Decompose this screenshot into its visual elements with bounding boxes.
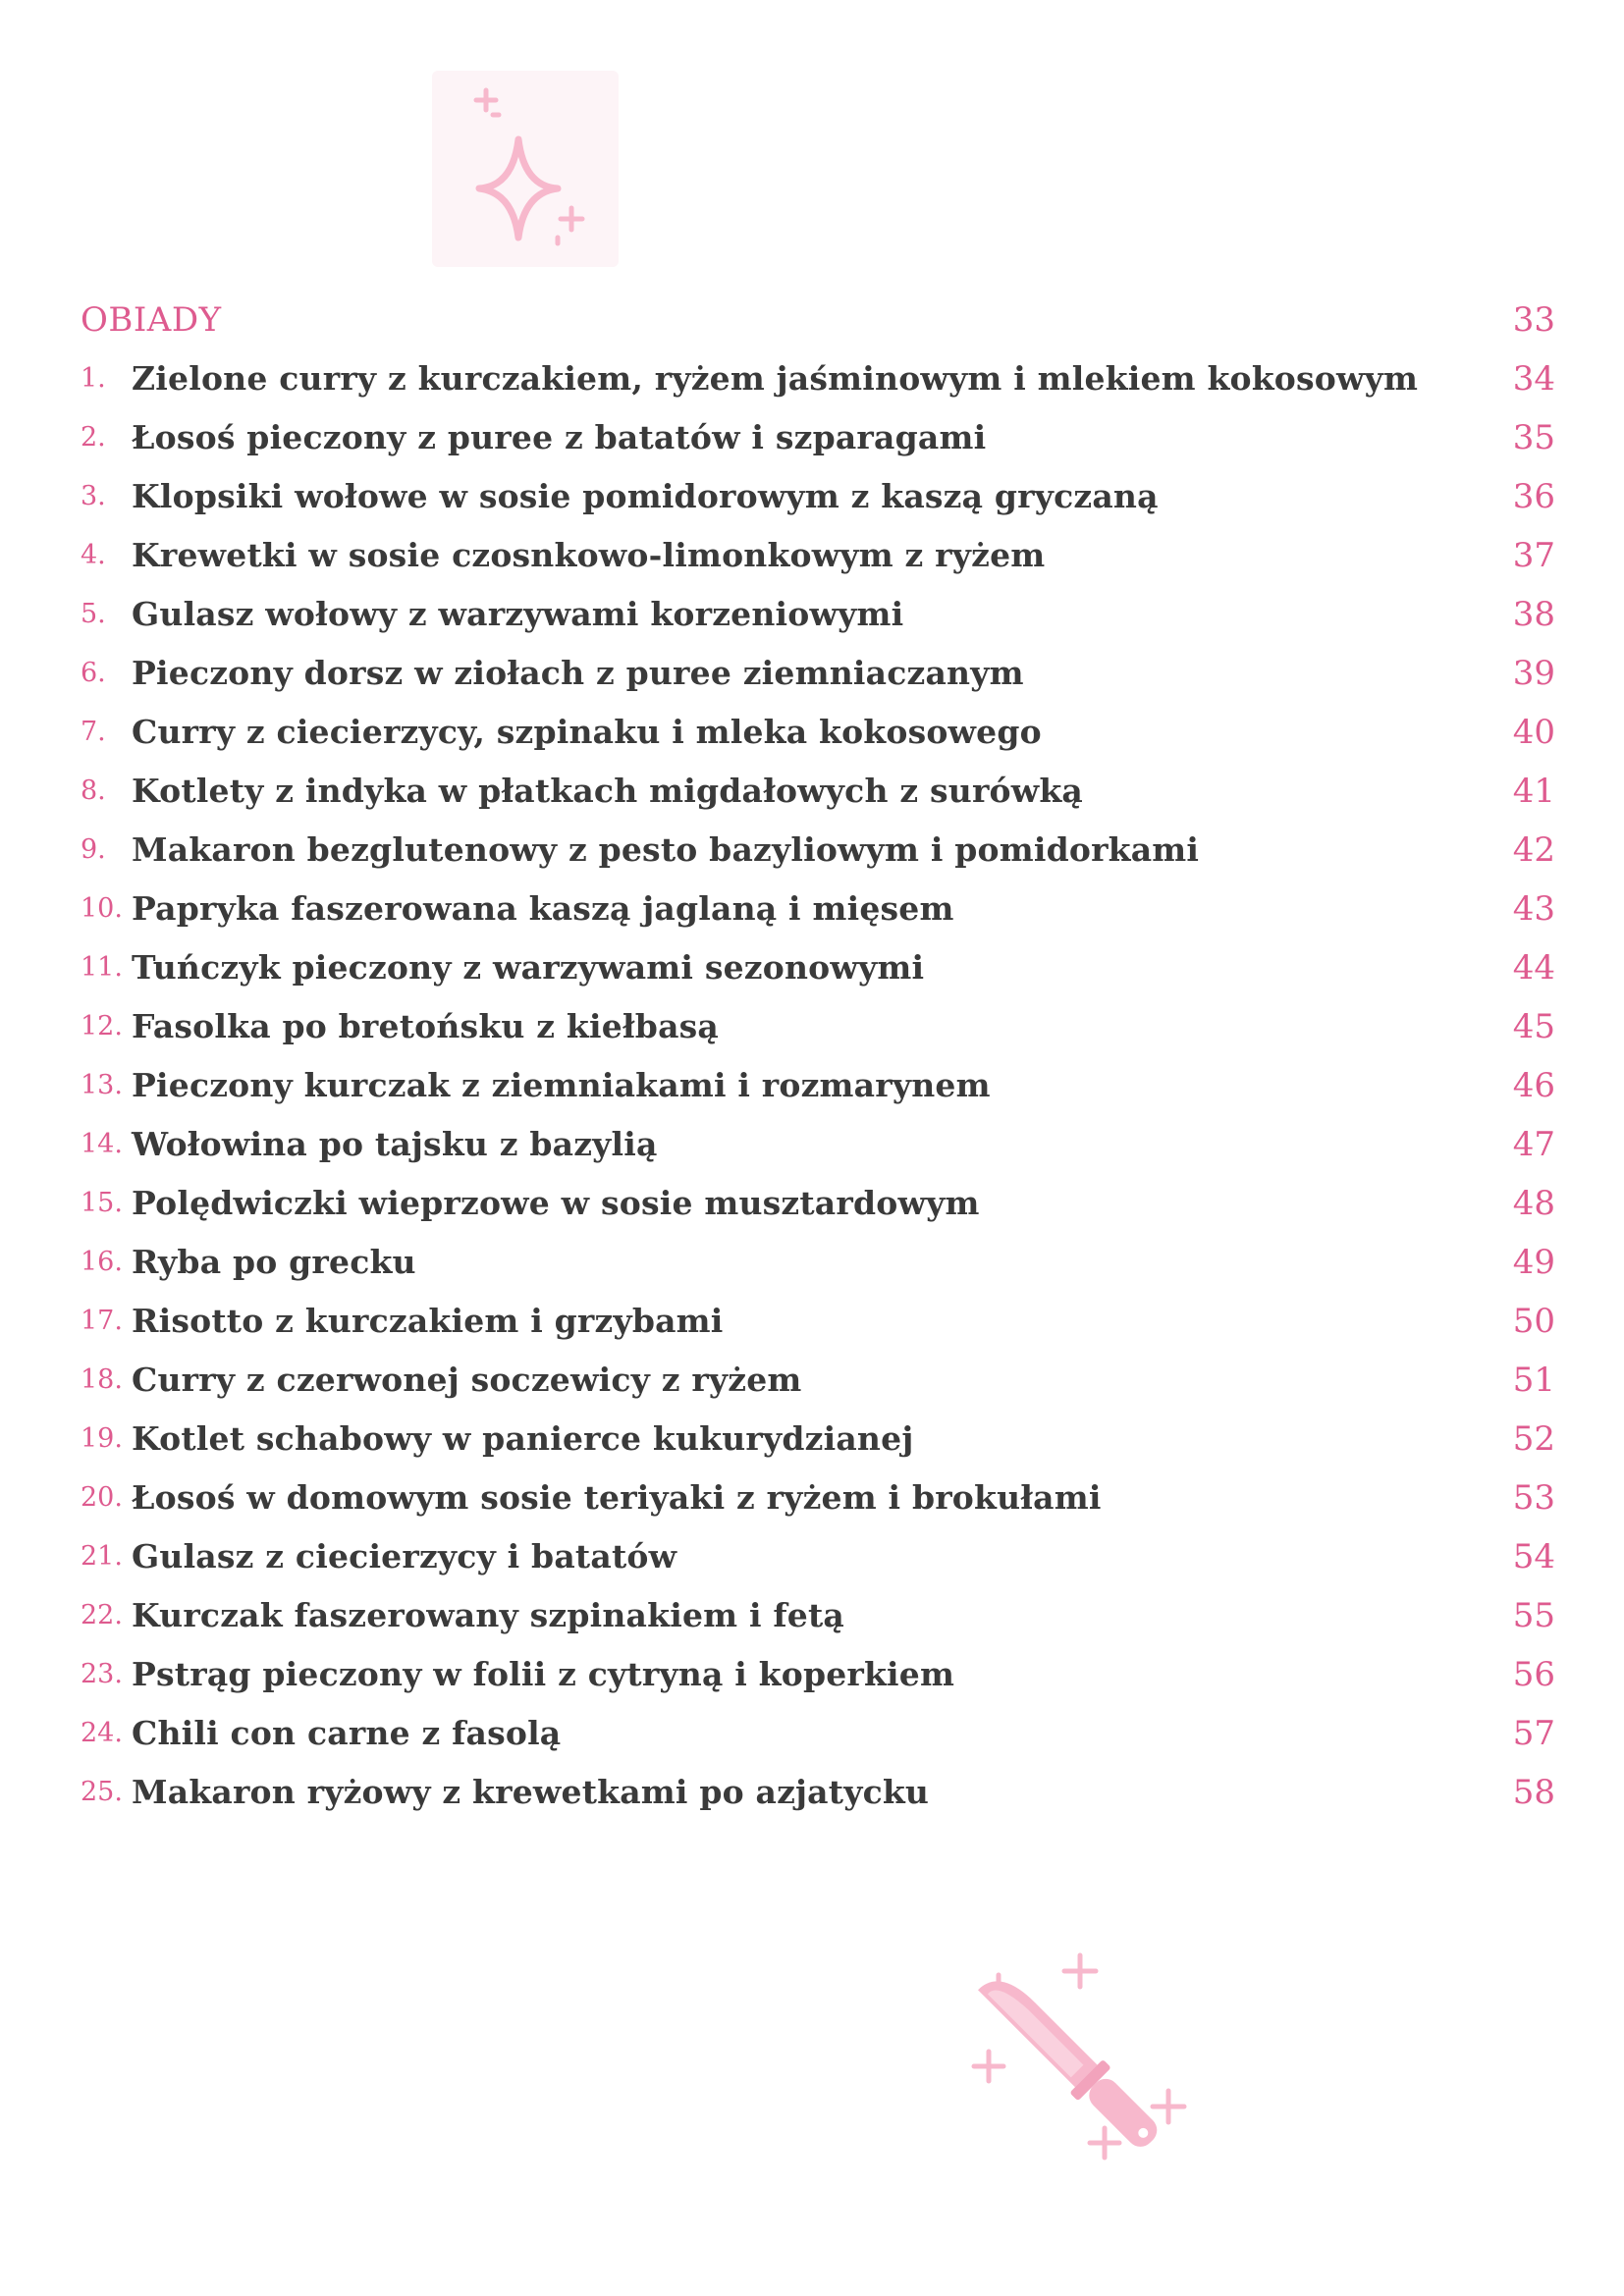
entry-page-number: 34 [1512, 359, 1555, 399]
entry-number: 21. [81, 1541, 123, 1572]
entry-page-number: 53 [1512, 1478, 1555, 1518]
entry-title: Łosoś w domowym sosie teriyaki z ryżem i brokułami [132, 1478, 1102, 1517]
entry-title: Kurczak faszerowany szpinakiem i fetą [132, 1596, 844, 1634]
section-page-number: 33 [1512, 300, 1555, 340]
entry-title: Pieczony kurczak z ziemniakami i rozmarynem [132, 1066, 991, 1104]
entry-title: Pstrąg pieczony w folii z cytryną i koperkiem [132, 1655, 955, 1693]
entry-page-number: 47 [1512, 1125, 1555, 1164]
entry-title: Makaron ryżowy z krewetkami po azjatycku [132, 1773, 930, 1811]
toc-entry [81, 1527, 1555, 1586]
section-title: OBIADY [81, 300, 222, 340]
entry-title: Polędwiczki wieprzowe w sosie musztardowym [132, 1184, 980, 1222]
entry-title: Łosoś pieczony z puree z batatów i szparagami [132, 418, 987, 456]
toc-entry [81, 349, 1555, 408]
entry-title: Risotto z kurczakiem i grzybami [132, 1302, 724, 1340]
toc-entry [81, 1704, 1555, 1763]
entry-number: 22. [81, 1600, 123, 1630]
entry-number: 2. [81, 422, 106, 453]
entry-page-number: 54 [1512, 1537, 1555, 1576]
entry-page-number: 42 [1512, 830, 1555, 870]
entry-page-number: 57 [1512, 1714, 1555, 1753]
entry-page-number: 52 [1512, 1419, 1555, 1459]
entry-number: 13. [81, 1070, 123, 1100]
entry-title: Curry z ciecierzycy, szpinaku i mleka kokosowego [132, 713, 1042, 751]
table-of-contents [81, 291, 1555, 1822]
entry-page-number: 41 [1512, 772, 1555, 811]
toc-entry [81, 1645, 1555, 1704]
entry-number: 4. [81, 540, 106, 570]
entry-number: 16. [81, 1247, 123, 1277]
toc-entry [81, 1586, 1555, 1645]
entry-page-number: 44 [1512, 948, 1555, 988]
entry-number: 6. [81, 658, 106, 688]
entry-number: 24. [81, 1718, 123, 1748]
entry-page-number: 39 [1512, 654, 1555, 693]
entry-number: 25. [81, 1777, 123, 1807]
toc-entry [81, 1410, 1555, 1468]
entry-title: Klopsiki wołowe w sosie pomidorowym z kaszą gryczaną [132, 477, 1159, 515]
entry-number: 14. [81, 1129, 123, 1159]
entry-number: 5. [81, 599, 106, 629]
toc-entry [81, 762, 1555, 821]
section-header [81, 291, 1555, 349]
entry-number: 18. [81, 1364, 123, 1395]
entry-title: Gulasz wołowy z warzywami korzeniowymi [132, 595, 904, 633]
entry-page-number: 35 [1512, 418, 1555, 457]
toc-entry [81, 997, 1555, 1056]
entry-number: 1. [81, 363, 106, 394]
toc-entry [81, 1468, 1555, 1527]
entry-number: 7. [81, 717, 106, 747]
toc-entry [81, 1763, 1555, 1822]
entry-page-number: 37 [1512, 536, 1555, 575]
entry-title: Ryba po grecku [132, 1243, 416, 1281]
entry-page-number: 46 [1512, 1066, 1555, 1105]
entry-page-number: 36 [1512, 477, 1555, 516]
sparkle-icon [432, 71, 619, 267]
entry-page-number: 40 [1512, 713, 1555, 752]
entry-title: Krewetki w sosie czosnkowo-limonkowym z ryżem [132, 536, 1046, 574]
entry-page-number: 45 [1512, 1007, 1555, 1046]
entry-page-number: 43 [1512, 889, 1555, 929]
entry-number: 17. [81, 1306, 123, 1336]
toc-entry [81, 938, 1555, 997]
toc-entry [81, 1115, 1555, 1174]
toc-entry [81, 821, 1555, 880]
entry-page-number: 58 [1512, 1773, 1555, 1812]
entry-title: Tuńczyk pieczony z warzywami sezonowymi [132, 948, 925, 987]
toc-entry [81, 467, 1555, 526]
entry-number: 15. [81, 1188, 123, 1218]
entry-list [81, 349, 1555, 1822]
entry-page-number: 49 [1512, 1243, 1555, 1282]
entry-title: Zielone curry z kurczakiem, ryżem jaśminowym i mlekiem kokosowym [132, 359, 1419, 398]
entry-title: Chili con carne z fasolą [132, 1714, 562, 1752]
entry-title: Kotlety z indyka w płatkach migdałowych z surówką [132, 772, 1084, 810]
toc-entry [81, 880, 1555, 938]
entry-number: 12. [81, 1011, 123, 1041]
entry-title: Kotlet schabowy w panierce kukurydzianej [132, 1419, 914, 1458]
toc-entry [81, 703, 1555, 762]
entry-number: 23. [81, 1659, 123, 1689]
entry-number: 8. [81, 775, 106, 806]
entry-number: 3. [81, 481, 106, 511]
toc-entry [81, 1351, 1555, 1410]
entry-title: Curry z czerwonej soczewicy z ryżem [132, 1361, 802, 1399]
toc-entry [81, 1292, 1555, 1351]
toc-entry [81, 1233, 1555, 1292]
entry-title: Pieczony dorsz w ziołach z puree ziemniaczanym [132, 654, 1024, 692]
entry-number: 19. [81, 1423, 123, 1454]
entry-number: 9. [81, 834, 106, 865]
toc-entry [81, 1056, 1555, 1115]
entry-page-number: 56 [1512, 1655, 1555, 1694]
entry-page-number: 51 [1512, 1361, 1555, 1400]
toc-entry [81, 526, 1555, 585]
entry-title: Fasolka po bretońsku z kiełbasą [132, 1007, 720, 1045]
toc-entry [81, 1174, 1555, 1233]
toc-entry [81, 585, 1555, 644]
entry-page-number: 48 [1512, 1184, 1555, 1223]
entry-title: Gulasz z ciecierzycy i batatów [132, 1537, 677, 1575]
entry-page-number: 50 [1512, 1302, 1555, 1341]
entry-number: 10. [81, 893, 123, 924]
entry-number: 20. [81, 1482, 123, 1513]
entry-title: Wołowina po tajsku z bazylią [132, 1125, 658, 1163]
toc-entry [81, 408, 1555, 467]
knife-icon [943, 1934, 1208, 2199]
entry-number: 11. [81, 952, 123, 983]
entry-title: Papryka faszerowana kaszą jaglaną i mięsem [132, 889, 954, 928]
entry-page-number: 55 [1512, 1596, 1555, 1635]
entry-page-number: 38 [1512, 595, 1555, 634]
entry-title: Makaron bezglutenowy z pesto bazyliowym i pomidorkami [132, 830, 1200, 869]
toc-entry [81, 644, 1555, 703]
